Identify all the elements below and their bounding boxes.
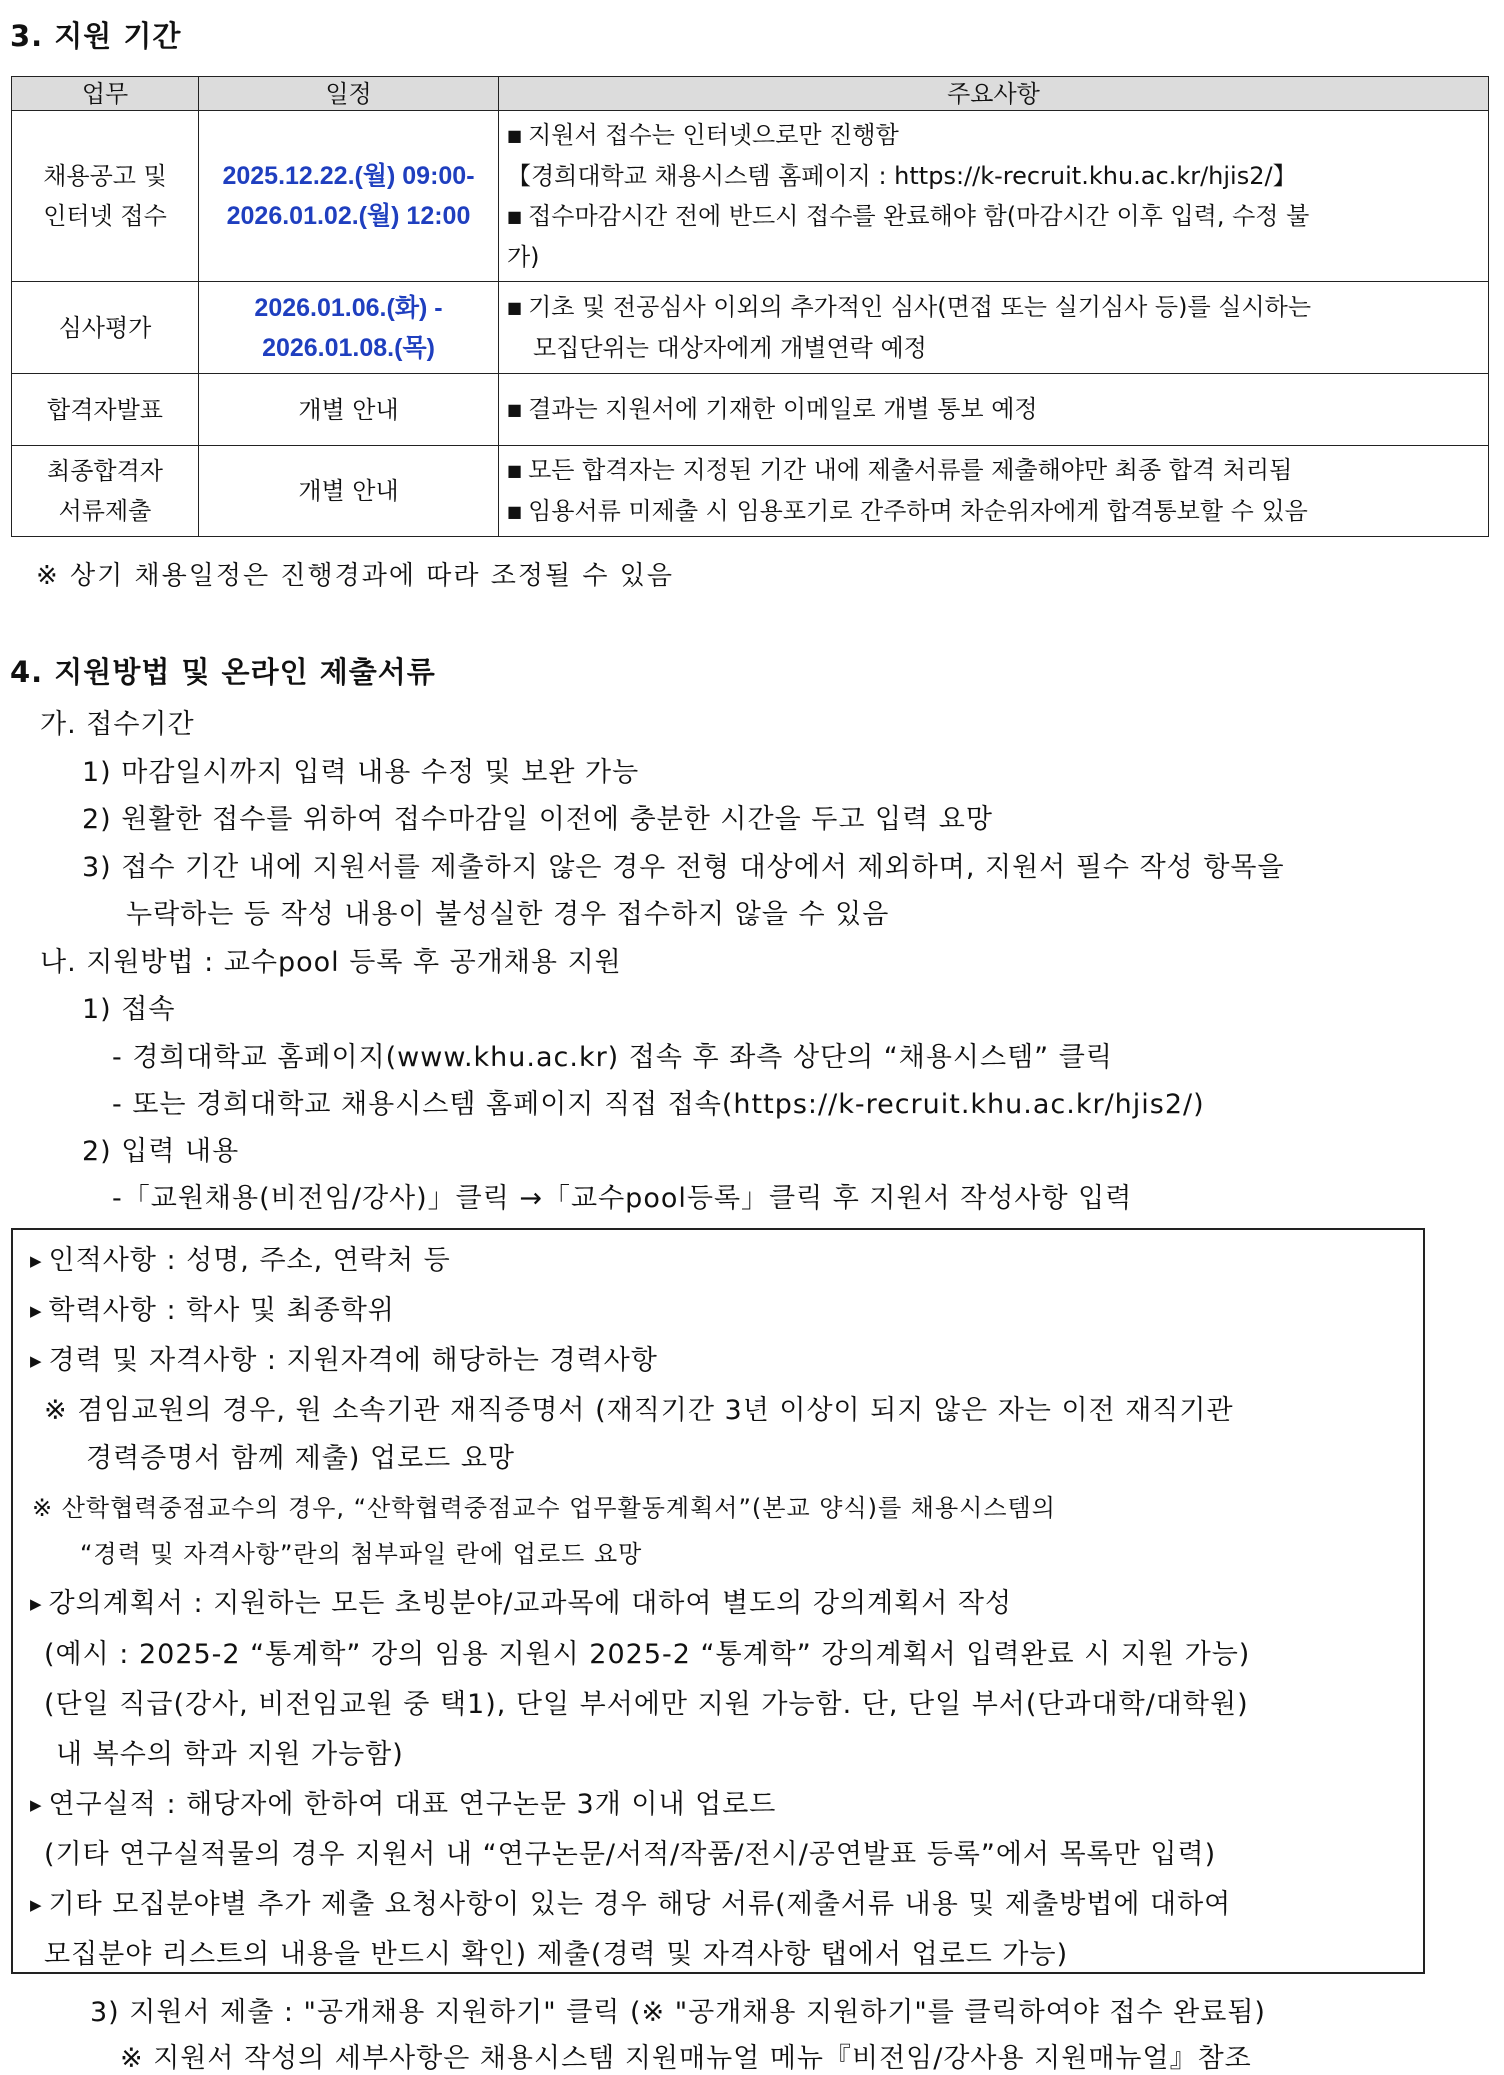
table-row bbox=[12, 446, 1489, 537]
square-bullet-icon: ■ bbox=[507, 400, 523, 419]
input-item: -「교원채용(비전임/강사)」클릭 →「교수pool등록」클릭 후 지원서 작성사항 입력 bbox=[112, 1183, 1133, 1214]
header-schedule: 일정 bbox=[199, 77, 499, 111]
date-cell: 개별 안내 bbox=[199, 374, 499, 446]
date-cell: 2025.12.22.(월) 09:00- 2026.01.02.(월) 12:00 bbox=[199, 111, 499, 282]
header-task: 업무 bbox=[12, 77, 199, 111]
schedule-note: ※ 상기 채용일정은 진행경과에 따라 조정될 수 있음 bbox=[36, 561, 674, 591]
box-line-adjunct-note-cont: 경력증명서 함께 제출) 업로드 요망 bbox=[86, 1443, 516, 1474]
square-bullet-icon: ■ bbox=[507, 207, 523, 226]
box-line-career: ▶ 경력 및 자격사항 : 지원자격에 해당하는 경력사항 bbox=[30, 1345, 658, 1376]
subsection-na: 나. 지원방법 : 교수pool 등록 후 공개채용 지원 bbox=[40, 947, 622, 978]
box-line-education: ▶ 학력사항 : 학사 및 최종학위 bbox=[30, 1295, 395, 1326]
box-line-adjunct-note: ※ 겸임교원의 경우, 원 소속기관 재직증명서 (재직기간 3년 이상이 되지 않은 자는 이전 재직기관 bbox=[44, 1395, 1234, 1426]
subsection-ga: 가. 접수기간 bbox=[40, 709, 195, 740]
access-item-2: - 또는 경희대학교 채용시스템 홈페이지 직접 접속(https://k-recruit.khu.ac.kr/hjis2/) bbox=[112, 1089, 1205, 1120]
notes-cell: ■ 모든 합격자는 지정된 기간 내에 제출서류를 제출해야만 최종 합격 처리됨 ■ 임용서류 미제출 시 임용포기로 간주하며 차순위자에게 합격통보할 수 있음 bbox=[499, 446, 1489, 537]
square-bullet-icon: ■ bbox=[507, 461, 523, 480]
box-line-syllabus: ▶ 강의계획서 : 지원하는 모든 초빙분야/교과목에 대하여 별도의 강의계획서 작성 bbox=[30, 1588, 1013, 1619]
table-row bbox=[12, 111, 1489, 282]
schedule-table bbox=[11, 76, 1489, 537]
submit-instruction: 3) 지원서 제출 : "공개채용 지원하기" 클릭 (※ "공개채용 지원하기"를 클릭하여야 접수 완료됨) bbox=[90, 1997, 1266, 2028]
table-header-row bbox=[12, 77, 1489, 111]
triangle-bullet-icon: ▶ bbox=[30, 1796, 43, 1814]
box-line-other-cont: 모집분야 리스트의 내용을 반드시 확인) 제출(경력 및 자격사항 탭에서 업로드 가능) bbox=[44, 1939, 1069, 1970]
square-bullet-icon: ■ bbox=[507, 502, 523, 521]
ga-item-3-cont: 누락하는 등 작성 내용이 불성실한 경우 접수하지 않을 수 있음 bbox=[126, 899, 890, 930]
square-bullet-icon: ■ bbox=[507, 126, 523, 145]
table-row bbox=[12, 282, 1489, 374]
triangle-bullet-icon: ▶ bbox=[30, 1252, 43, 1270]
ga-item-2: 2) 원활한 접수를 위하여 접수마감일 이전에 충분한 시간을 두고 입력 요망 bbox=[82, 804, 993, 835]
date-cell: 2026.01.06.(화) - 2026.01.08.(목) bbox=[199, 282, 499, 374]
task-cell: 심사평가 bbox=[12, 282, 199, 374]
notes-cell: ■ 지원서 접수는 인터넷으로만 진행함 【경희대학교 채용시스템 홈페이지 : https://k-recruit.khu.ac.kr/hjis2/】 ■ 접수마감시간 전에 반드시 접수를 완료해야 함(마감시간 이후 입력, 수정 불 가) bbox=[499, 111, 1489, 282]
header-notes: 주요사항 bbox=[499, 77, 1489, 111]
access-title: 1) 접속 bbox=[82, 994, 176, 1025]
table-row bbox=[12, 374, 1489, 446]
square-bullet-icon: ■ bbox=[507, 298, 523, 317]
triangle-bullet-icon: ▶ bbox=[30, 1352, 43, 1370]
triangle-bullet-icon: ▶ bbox=[30, 1595, 43, 1613]
ga-item-1: 1) 마감일시까지 입력 내용 수정 및 보완 가능 bbox=[82, 757, 640, 788]
triangle-bullet-icon: ▶ bbox=[30, 1302, 43, 1320]
box-line-industry-note: ※ 산학협력중점교수의 경우, “산학협력중점교수 업무활동계획서”(본교 양식)를 채용시스템의 bbox=[32, 1494, 1056, 1522]
task-cell: 채용공고 및 인터넷 접수 bbox=[12, 111, 199, 282]
notes-cell: ■ 기초 및 전공심사 이외의 추가적인 심사(면접 또는 실기심사 등)를 실시하는 모집단위는 대상자에게 개별연락 예정 bbox=[499, 282, 1489, 374]
task-cell: 최종합격자 서류제출 bbox=[12, 446, 199, 537]
ga-item-3: 3) 접수 기간 내에 지원서를 제출하지 않은 경우 전형 대상에서 제외하며, 지원서 필수 작성 항목을 bbox=[82, 852, 1285, 883]
input-title: 2) 입력 내용 bbox=[82, 1136, 240, 1167]
date-cell: 개별 안내 bbox=[199, 446, 499, 537]
notes-cell: ■ 결과는 지원서에 기재한 이메일로 개별 통보 예정 bbox=[499, 374, 1489, 446]
task-cell: 합격자발표 bbox=[12, 374, 199, 446]
box-line-syllabus-rule: (단일 직급(강사, 비전임교원 중 택1), 단일 부서에만 지원 가능함. 단, 단일 부서(단과대학/대학원) bbox=[44, 1689, 1249, 1720]
box-line-syllabus-example: (예시 : 2025-2 “통계학” 강의 임용 지원시 2025-2 “통계학” 강의계획서 입력완료 시 지원 가능) bbox=[44, 1639, 1251, 1670]
box-line-other: ▶ 기타 모집분야별 추가 제출 요청사항이 있는 경우 해당 서류(제출서류 내용 및 제출방법에 대하여 bbox=[30, 1889, 1232, 1920]
triangle-bullet-icon: ▶ bbox=[30, 1896, 43, 1914]
manual-note: ※ 지원서 작성의 세부사항은 채용시스템 지원매뉴얼 메뉴『비전임/강사용 지원매뉴얼』참조 bbox=[120, 2043, 1252, 2074]
section-4-title: 4. 지원방법 및 온라인 제출서류 bbox=[10, 655, 436, 689]
box-line-syllabus-rule-cont: 내 복수의 학과 지원 가능함) bbox=[56, 1739, 404, 1770]
box-line-industry-note-cont: “경력 및 자격사항”란의 첨부파일 란에 업로드 요망 bbox=[80, 1540, 643, 1568]
box-line-personal: ▶ 인적사항 : 성명, 주소, 연락처 등 bbox=[30, 1245, 451, 1276]
box-line-research-note: (기타 연구실적물의 경우 지원서 내 “연구논문/서적/작품/전시/공연발표 등록”에서 목록만 입력) bbox=[44, 1839, 1217, 1870]
section-3-title: 3. 지원 기간 bbox=[10, 19, 182, 53]
box-line-research: ▶ 연구실적 : 해당자에 한하여 대표 연구논문 3개 이내 업로드 bbox=[30, 1789, 777, 1820]
access-item-1: - 경희대학교 홈페이지(www.khu.ac.kr) 접속 후 좌측 상단의 “채용시스템” 클릭 bbox=[112, 1042, 1113, 1073]
